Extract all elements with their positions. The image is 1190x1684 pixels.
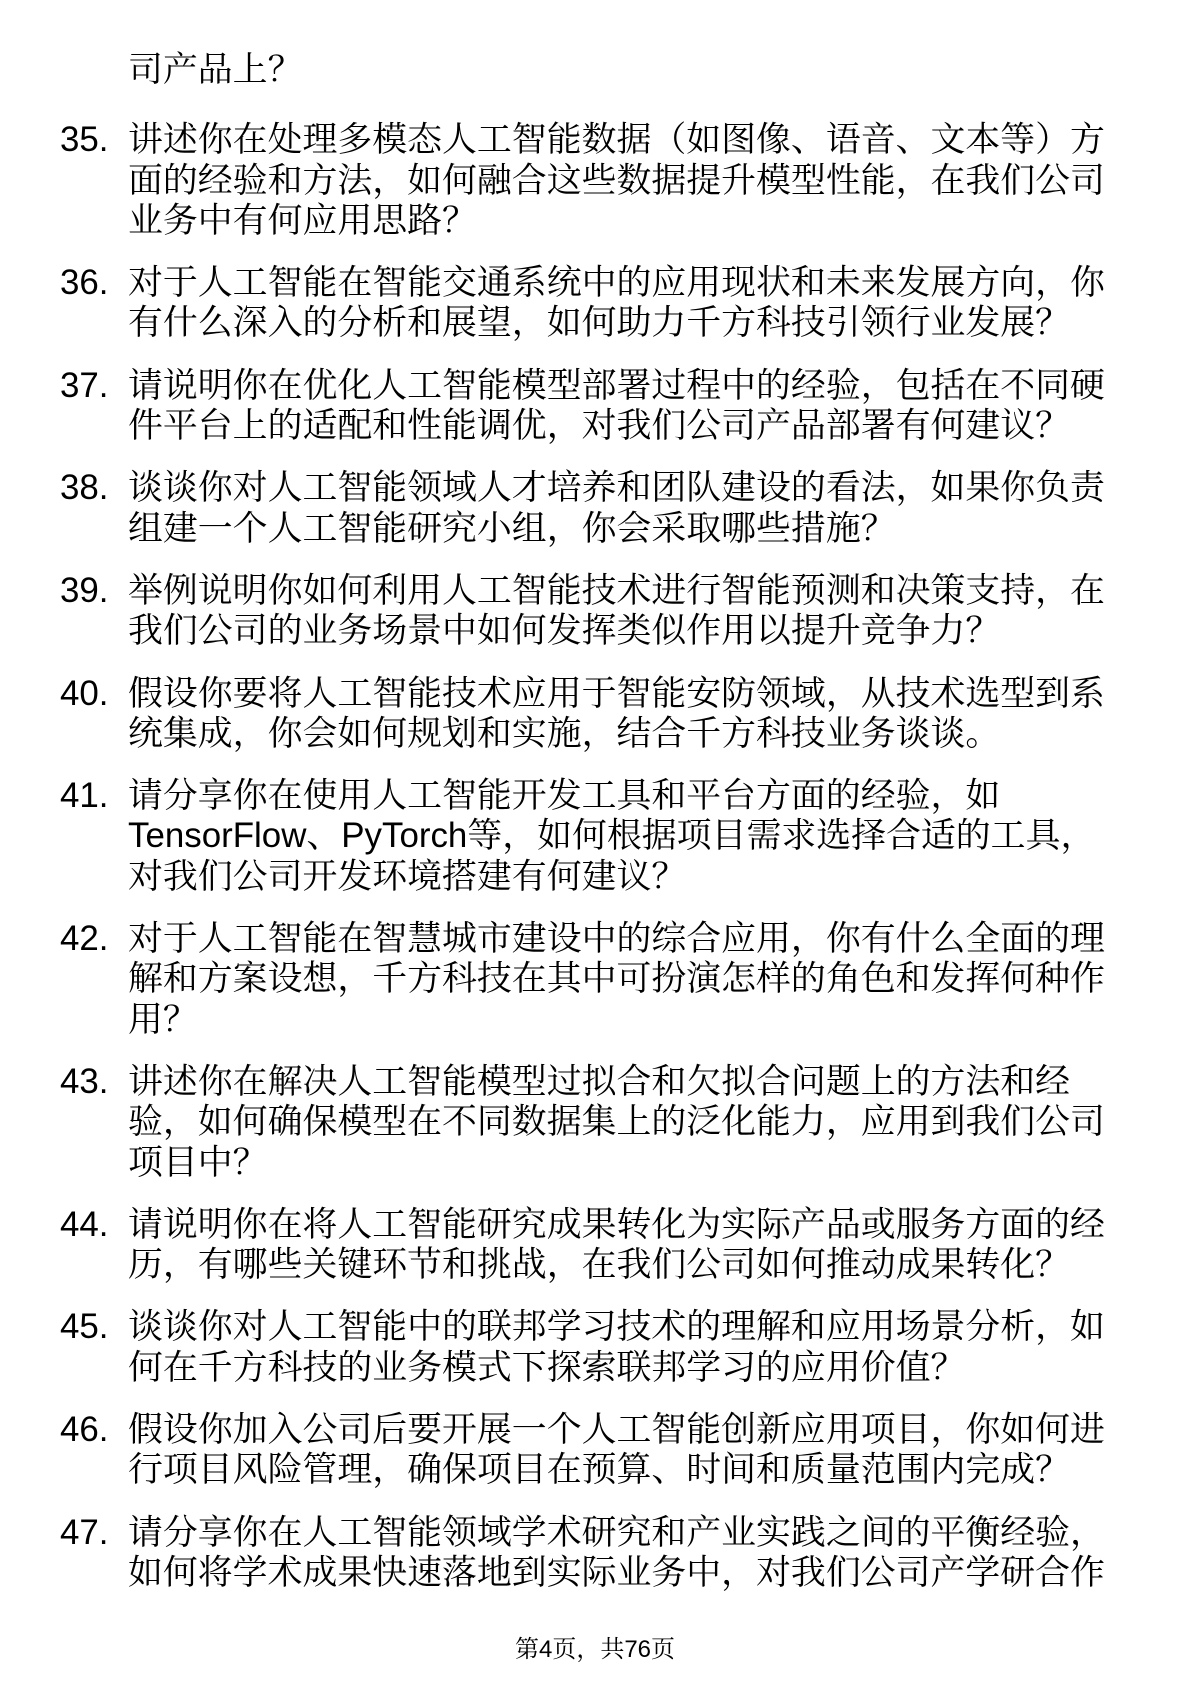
question-line: 统集成，你会如何规划和实施，结合千方科技业务谈谈。	[128, 713, 1001, 753]
question-line: 讲述你在解决人工智能模型过拟合和欠拟合问题上的方法和经	[128, 1061, 1071, 1101]
question-number: 43.	[60, 1061, 109, 1101]
question-line: 请分享你在人工智能领域学术研究和产业实践之间的平衡经验，	[128, 1512, 1105, 1552]
question-line: 对于人工智能在智能交通系统中的应用现状和未来发展方向，你	[128, 263, 1105, 303]
question-item-35	[0, 120, 1190, 241]
question-item-45	[0, 1307, 1190, 1388]
question-item-46	[0, 1410, 1190, 1491]
question-line: 行项目风险管理，确保项目在预算、时间和质量范围内完成？	[128, 1450, 1071, 1490]
question-line: 请分享你在使用人工智能开发工具和平台方面的经验，如	[128, 776, 1001, 816]
question-line: 如何将学术成果快速落地到实际业务中，对我们公司产学研合作	[128, 1552, 1105, 1592]
question-number: 41.	[60, 776, 109, 816]
question-item-39	[0, 571, 1190, 652]
question-text	[128, 1062, 1108, 1183]
question-line: 假设你要将人工智能技术应用于智能安防领域，从技术选型到系	[128, 673, 1105, 713]
question-text	[128, 674, 1108, 755]
question-item-38	[0, 468, 1190, 549]
question-line: 有什么深入的分析和展望，如何助力千方科技引领行业发展？	[128, 303, 1071, 343]
question-number: 35.	[60, 120, 109, 160]
question-item-47	[0, 1513, 1190, 1594]
question-line: 组建一个人工智能研究小组，你会采取哪些措施？	[128, 508, 896, 548]
question-item-43	[0, 1062, 1190, 1183]
question-line: 讲述你在处理多模态人工智能数据（如图像、语音、文本等）方	[128, 120, 1105, 160]
question-line: 验，如何确保模型在不同数据集上的泛化能力，应用到我们公司	[128, 1102, 1105, 1142]
question-line: 假设你加入公司后要开展一个人工智能创新应用项目，你如何进	[128, 1410, 1105, 1450]
question-number: 40.	[60, 673, 109, 713]
question-line: 何在千方科技的业务模式下探索联邦学习的应用价值？	[128, 1347, 966, 1387]
question-item-36	[0, 263, 1190, 344]
question-line: 业务中有何应用思路？	[128, 200, 477, 240]
question-text	[128, 1513, 1108, 1594]
question-text	[128, 776, 1108, 897]
question-line: 用？	[128, 999, 198, 1039]
question-text	[128, 1307, 1108, 1388]
question-line: 对于人工智能在智慧城市建设中的综合应用，你有什么全面的理	[128, 919, 1105, 959]
question-text	[128, 919, 1108, 1040]
question-text	[128, 468, 1108, 549]
question-number: 42.	[60, 919, 109, 959]
question-text	[128, 263, 1108, 344]
question-number: 47.	[60, 1512, 109, 1552]
question-line: 对我们公司开发环境搭建有何建议？	[128, 856, 687, 896]
question-number: 38.	[60, 468, 109, 508]
question-number: 36.	[60, 263, 109, 303]
question-line: TensorFlow、PyTorch等，如何根据项目需求选择合适的工具，	[128, 816, 1096, 856]
question-line: 谈谈你对人工智能领域人才培养和团队建设的看法，如果你负责	[128, 468, 1105, 508]
question-item-42	[0, 919, 1190, 1040]
question-text	[128, 1410, 1108, 1491]
question-line: 面的经验和方法，如何融合这些数据提升模型性能，在我们公司	[128, 160, 1105, 200]
question-item-40	[0, 674, 1190, 755]
question-line: 我们公司的业务场景中如何发挥类似作用以提升竞争力？	[128, 611, 1001, 651]
question-number: 37.	[60, 365, 109, 405]
question-item-41	[0, 776, 1190, 897]
question-item-37	[0, 366, 1190, 447]
question-line: 请说明你在优化人工智能模型部署过程中的经验，包括在不同硬	[128, 365, 1105, 405]
question-text	[128, 366, 1108, 447]
question-list	[0, 50, 1190, 1593]
question-text	[128, 120, 1108, 241]
question-text	[128, 571, 1108, 652]
question-line: 项目中？	[128, 1142, 268, 1182]
question-line: 解和方案设想，千方科技在其中可扮演怎样的角色和发挥何种作	[128, 959, 1105, 999]
question-number: 46.	[60, 1410, 109, 1450]
question-line: 件平台上的适配和性能调优，对我们公司产品部署有何建议？	[128, 406, 1071, 446]
question-item-44	[0, 1205, 1190, 1286]
question-line: 请说明你在将人工智能研究成果转化为实际产品或服务方面的经	[128, 1204, 1105, 1244]
question-number: 39.	[60, 570, 109, 610]
question-line: 谈谈你对人工智能中的联邦学习技术的理解和应用场景分析，如	[128, 1307, 1105, 1347]
question-number: 45.	[60, 1307, 109, 1347]
question-line: 举例说明你如何利用人工智能技术进行智能预测和决策支持，在	[128, 570, 1105, 610]
page-number-footer: 第4页，共76页	[514, 1636, 676, 1663]
question-number: 44.	[60, 1204, 109, 1244]
question-line: 历，有哪些关键环节和挑战，在我们公司如何推动成果转化？	[128, 1245, 1071, 1285]
question-text	[128, 1205, 1108, 1286]
continued-question-text: 司产品上？	[128, 50, 303, 89]
